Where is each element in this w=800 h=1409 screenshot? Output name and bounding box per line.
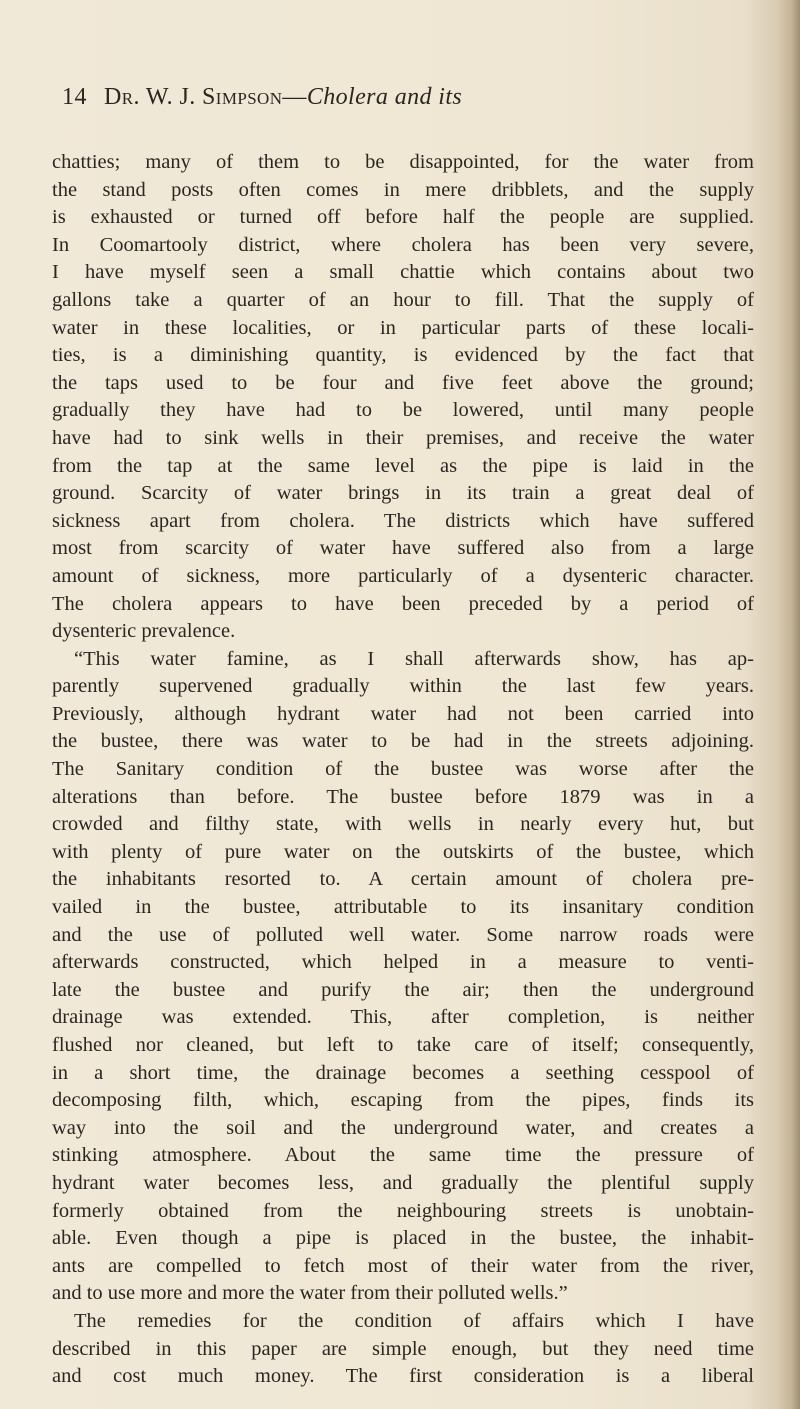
running-head xyxy=(104,84,462,111)
text-line: flushed nor cleaned, but left to take care of itself; consequently, xyxy=(52,1034,754,1056)
text-line: dysenteric prevalence. xyxy=(52,620,236,643)
text-line: able. Even though a pipe is placed in the bustee, the inhabit- xyxy=(52,1227,754,1250)
page-edge-shadow xyxy=(778,0,800,1409)
text-line: The Sanitary condition of the bustee was worse after the xyxy=(52,758,754,781)
text-line: the inhabitants resorted to. A certain amount of cholera pre- xyxy=(52,868,754,891)
text-line: gallons take a quarter of an hour to fill. That the supply of xyxy=(52,288,754,311)
text-line: “This water famine, as I shall afterwards show, has ap- xyxy=(74,647,754,670)
text-line: ties, is a diminishing quantity, is evidenced by the fact that xyxy=(52,344,754,367)
text-line: afterwards constructed, which helped in a measure to venti- xyxy=(52,951,754,974)
text-line: late the bustee and purify the air; then the underground xyxy=(52,978,754,1001)
running-head-title: Cholera and its xyxy=(306,84,463,110)
running-header xyxy=(62,84,702,120)
text-line: the stand posts often comes in mere dribblets, and the supply xyxy=(52,178,754,201)
text-line: decomposing filth, which, escaping from the pipes, finds its xyxy=(52,1089,754,1112)
text-line: chatties; many of them to be disappointed, for the water from xyxy=(52,151,754,173)
running-head-separator: — xyxy=(282,84,307,110)
text-line: and the use of polluted well water. Some narrow roads were xyxy=(52,923,754,946)
text-line: vailed in the bustee, attributable to its insanitary condition xyxy=(52,896,754,919)
text-line: Previously, although hydrant water had not been carried into xyxy=(52,702,754,725)
text-line: drainage was extended. This, after completion, is neither xyxy=(52,1006,754,1029)
running-head-author: Dr. W. J. Simpson xyxy=(104,84,283,110)
text-line: and cost much money. The first consideration is a liberal xyxy=(52,1365,754,1388)
text-line: with plenty of pure water on the outskirts of the bustee, which xyxy=(52,840,754,863)
text-line: parently supervened gradually within the last few years. xyxy=(52,675,754,698)
text-line: is exhausted or turned off before half the people are supplied. xyxy=(52,206,754,229)
text-line: way into the soil and the underground water, and creates a xyxy=(52,1116,754,1139)
text-line: crowded and filthy state, with wells in nearly every hut, but xyxy=(52,813,754,836)
text-line: hydrant water becomes less, and gradually the plentiful supply xyxy=(52,1171,754,1194)
text-line: stinking atmosphere. About the same time the pressure of xyxy=(52,1144,754,1167)
text-line: water in these localities, or in particular parts of these locali- xyxy=(52,316,754,339)
text-line: amount of sickness, more particularly of a dysenteric character. xyxy=(52,564,754,587)
text-line: have had to sink wells in their premises, and receive the water xyxy=(52,426,754,449)
text-line: in a short time, the drainage becomes a seething cesspool of xyxy=(52,1061,754,1084)
text-line: alterations than before. The bustee before 1879 was in a xyxy=(52,785,754,808)
text-line: most from scarcity of water have suffered also from a large xyxy=(52,537,754,560)
text-line: formerly obtained from the neighbouring streets is unobtain- xyxy=(52,1199,754,1222)
text-line: described in this paper are simple enough, but they need time xyxy=(52,1337,754,1360)
text-line: sickness apart from cholera. The districts which have suffered xyxy=(52,509,754,532)
text-line: from the tap at the same level as the pipe is laid in the xyxy=(52,454,754,477)
text-line: The remedies for the condition of affairs which I have xyxy=(74,1309,754,1332)
text-line: The cholera appears to have been preceded by a period of xyxy=(52,592,754,615)
text-line: gradually they have had to be lowered, until many people xyxy=(52,399,754,422)
text-line: the taps used to be four and five feet above the ground; xyxy=(52,371,754,394)
body-text xyxy=(52,149,754,1391)
text-line: and to use more and more the water from their polluted wells.” xyxy=(52,1282,568,1305)
text-line: I have myself seen a small chattie which contains about two xyxy=(52,261,754,284)
text-line: ground. Scarcity of water brings in its train a great deal of xyxy=(52,482,754,505)
text-line: In Coomartooly district, where cholera has been very severe, xyxy=(52,233,754,256)
text-line: ants are compelled to fetch most of their water from the river, xyxy=(52,1254,754,1277)
text-line: the bustee, there was water to be had in the streets adjoining. xyxy=(52,730,754,753)
page-number: 14 xyxy=(62,84,87,110)
